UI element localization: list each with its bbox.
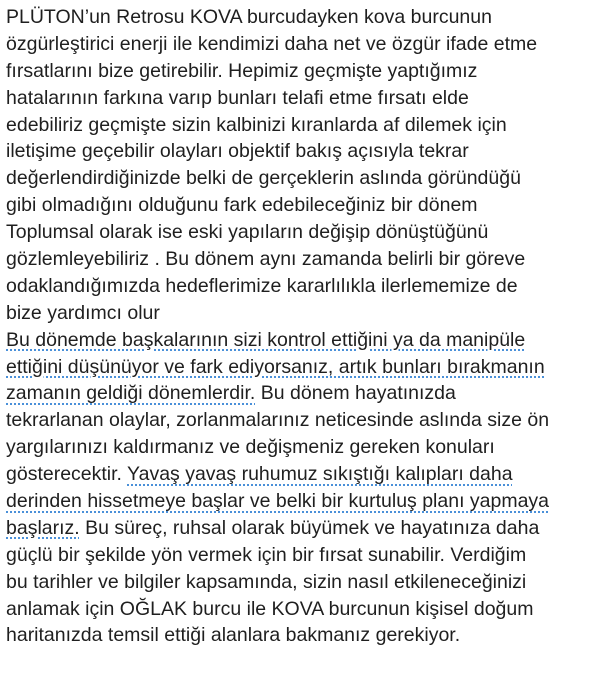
underlined-text-line: derinden hissetmeye başlar ve belki bir kurtuluş planı yapmaya bbox=[6, 490, 550, 513]
text-line: Toplumsal olarak ise eski yapıların değişip dönüştüğünü bbox=[6, 221, 489, 244]
text-line: tekrarlanan olaylar, zorlanmalarınız neticesinde aslında size ön bbox=[6, 409, 550, 432]
text-line: fırsatlarını bize getirebilir. Hepimiz geçmişte yaptığımız bbox=[6, 59, 478, 82]
text-line: gözlemleyebiliriz . Bu dönem aynı zamanda belirli bir göreve bbox=[6, 248, 526, 271]
text-line: anlamak için OĞLAK burcu ile KOVA burcunun kişisel doğum bbox=[6, 597, 534, 620]
text-segment: Bu dönem hayatınızda bbox=[255, 382, 456, 405]
document-body bbox=[6, 4, 600, 649]
text-line: güçlü bir şekilde yön vermek için bir fırsat sunabilir. Verdiğim bbox=[6, 543, 527, 566]
text-line: odaklandığımızda hedeflerimize kararlılıkla ilerlememize de bbox=[6, 274, 518, 297]
text-line: yargılarınızı kaldırmanız ve değişmeniz gereken konuları bbox=[6, 436, 495, 459]
underlined-text-segment: Yavaş yavaş ruhumuz sıkıştığı kalıpları daha bbox=[127, 463, 513, 486]
underlined-text-segment: başlarız. bbox=[6, 516, 80, 539]
text-line: değerlendirdiğinizde belki de gerçeklerin aslında göründüğü bbox=[6, 167, 521, 190]
underlined-text-segment: zamanın geldiği dönemlerdir. bbox=[6, 382, 256, 405]
text-line bbox=[6, 515, 600, 542]
text-line bbox=[6, 461, 600, 488]
text-line: bu tarihler ve bilgiler kapsamında, sizin nasıl etkileneceğinizi bbox=[6, 570, 527, 593]
text-line: hatalarının farkına varıp bunları telafi etme fırsatı elde bbox=[6, 86, 469, 109]
text-line: iletişime geçebilir olayları objektif bakış açısıyla tekrar bbox=[6, 140, 469, 163]
text-line: gibi olmadığını olduğunu fark edebileceğiniz bir dönem bbox=[6, 194, 478, 217]
text-segment: gösterecektir. bbox=[6, 463, 128, 486]
text-segment: Bu süreç, ruhsal olarak büyümek ve hayatınıza daha bbox=[79, 516, 540, 539]
underlined-text-line: Bu dönemde başkalarının sizi kontrol ettiğini ya da manipüle bbox=[6, 328, 526, 351]
text-line: PLÜTON’un Retrosu KOVA burcudayken kova burcunun bbox=[6, 6, 492, 28]
underlined-text-line: ettiğini düşünüyor ve fark ediyorsanız, artık bunları bırakmanın bbox=[6, 355, 545, 378]
text-line bbox=[6, 380, 600, 407]
text-line: bize yardımcı olur bbox=[6, 301, 160, 324]
text-line: edebiliriz geçmişte sizin kalbinizi kıranlarda af dilemek için bbox=[6, 113, 507, 136]
text-line: özgürleştirici enerji ile kendimizi daha net ve özgür ifade etme bbox=[6, 32, 538, 55]
text-line: haritanızda temsil ettiği alanlara bakmanız gerekiyor. bbox=[6, 624, 461, 647]
